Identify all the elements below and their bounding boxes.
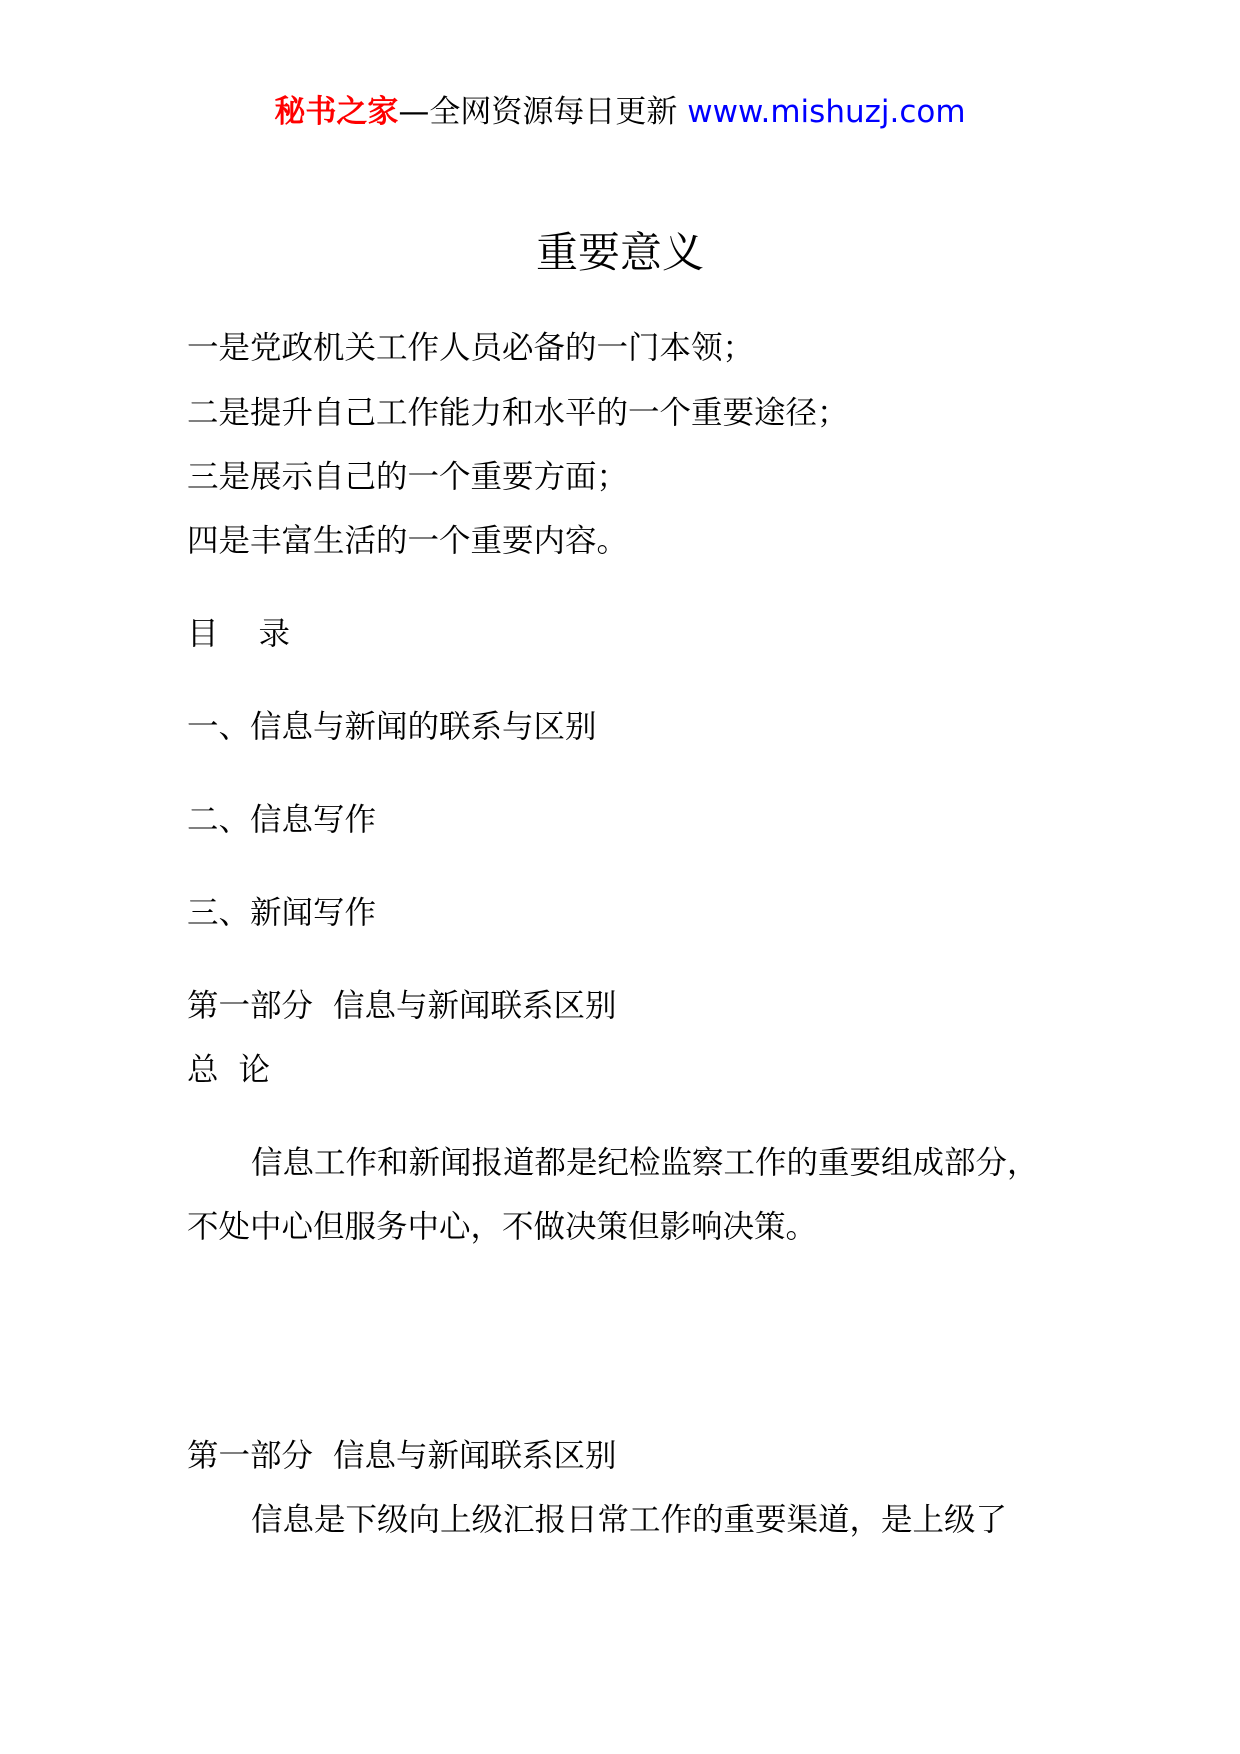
document-title: 重要意义 [535,228,704,277]
significance-item-2: 二是提升自己工作能力和水平的一个重要途径； [187,395,849,431]
header-tagline: —全网资源每日更新 [398,94,688,130]
significance-item-1: 一是党政机关工作人员必备的一门本领； [187,330,755,366]
part1-subheading: 总 论 [187,1052,271,1088]
toc-item-2: 二、信息写作 [187,802,377,838]
part1-paragraph-line-1: 信息工作和新闻报道都是纪检监察工作的重要组成部分， [251,1145,1039,1181]
website-url[interactable]: www.mishuzj.com [687,94,966,130]
part1-repeat-paragraph-line-1: 信息是下级向上级汇报日常工作的重要渠道，是上级了 [251,1502,1008,1538]
part1-repeat-heading: 第一部分 信息与新闻联系区别 [187,1438,617,1474]
toc-heading: 目 录 [187,616,291,652]
toc-item-3: 三、新闻写作 [187,895,377,931]
significance-item-4: 四是丰富生活的一个重要内容。 [187,523,629,559]
toc-item-1: 一、信息与新闻的联系与区别 [187,709,597,745]
part1-heading: 第一部分 信息与新闻联系区别 [187,988,617,1024]
part1-paragraph-line-2: 不处中心但服务中心，不做决策但影响决策。 [187,1209,818,1245]
brand-name: 秘书之家 [274,94,399,130]
significance-item-3: 三是展示自己的一个重要方面； [187,459,629,495]
page-header [0,92,1240,132]
